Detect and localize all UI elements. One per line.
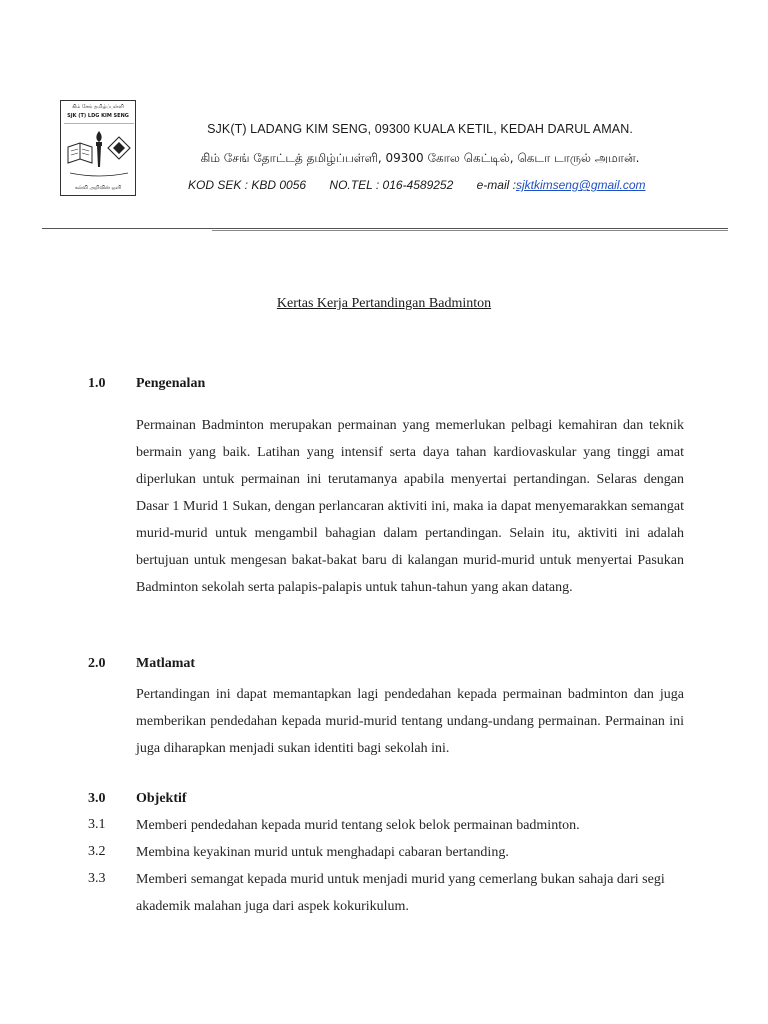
objective-number: 3.3 bbox=[88, 871, 106, 886]
document-title: Kertas Kerja Pertandingan Badminton bbox=[276, 296, 492, 311]
school-contact-line bbox=[188, 178, 646, 192]
section-heading-matlamat: Matlamat bbox=[136, 656, 196, 671]
school-phone: NO.TEL : 016-4589252 bbox=[329, 178, 454, 192]
objective-number: 3.1 bbox=[88, 817, 106, 832]
school-logo bbox=[60, 100, 136, 196]
section-heading-objektif: Objektif bbox=[136, 791, 187, 806]
section-number: 2.0 bbox=[88, 656, 106, 671]
section-number: 1.0 bbox=[88, 376, 106, 391]
logo-tamil-name: கிம் சேங் தமிழ்ப்பள்ளி bbox=[72, 104, 124, 110]
section-text-pengenalan: Permainan Badminton merupakan permainan yang memerlukan pelbagi kemahiran dan teknik bermain yang baik. Latihan yang intensif serta daya tahan kardiovaskular yang tinggi amat diperlukan untuk permainan ini terutamanya apabila menyertai pertandingan. Selaras dengan Dasar 1 Murid 1 Sukan, dengan perlancaran aktiviti ini, maka ia dapat menyemarakkan semangat murid-murid untuk mengambil bahagian dalam pertandingan. Selain itu, aktiviti ini adalah bertujuan untuk mengesan bakat-bakat baru di kalangan murid-murid untuk menyertai Pasukan Badminton sekolah serta palapis-palapis untuk tahun-tahun yang akan datang. bbox=[136, 418, 684, 595]
section-heading-pengenalan: Pengenalan bbox=[136, 376, 206, 391]
objective-item: Memberi semangat kepada murid untuk menjadi murid yang cemerlang bukan sahaja dari segi akademik malahan juga dari aspek kokurikulum. bbox=[136, 872, 665, 914]
section-number: 3.0 bbox=[88, 791, 106, 806]
school-address-line: SJK(T) LADANG KIM SENG, 09300 KUALA KETIL, KEDAH DARUL AMAN. bbox=[207, 122, 633, 136]
objective-number: 3.2 bbox=[88, 844, 106, 859]
logo-school-code: SJK (T) LDG KIM SENG bbox=[67, 113, 129, 119]
school-crest-icon bbox=[64, 123, 134, 181]
logo-motto: கல்வி அறிவின் ஒளி bbox=[74, 185, 122, 191]
objective-item: Membina keyakinan murid untuk menghadapi cabaran bertanding. bbox=[136, 845, 509, 860]
email-label: e-mail : bbox=[476, 178, 516, 192]
email-link[interactable]: sjktkimseng@gmail.com bbox=[515, 178, 646, 192]
section-text-matlamat: Pertandingan ini dapat memantapkan lagi pendedahan kepada permainan badminton dan juga memberikan pendedahan kepada murid-murid tentang undang-undang permainan. Permainan ini juga diharapkan menjadi sukan identiti bagi sekolah ini. bbox=[136, 687, 684, 756]
header-divider bbox=[42, 228, 728, 229]
school-code: KOD SEK : KBD 0056 bbox=[188, 178, 307, 192]
school-address-tamil: கிம் சேங் தோட்டத் தமிழ்ப்பள்ளி, 09300 கோல கெட்டில், கெடா டாருல் அமான். bbox=[200, 151, 640, 165]
objective-item: Memberi pendedahan kepada murid tentang selok belok permainan badminton. bbox=[136, 818, 580, 833]
header-divider-secondary bbox=[212, 230, 728, 231]
